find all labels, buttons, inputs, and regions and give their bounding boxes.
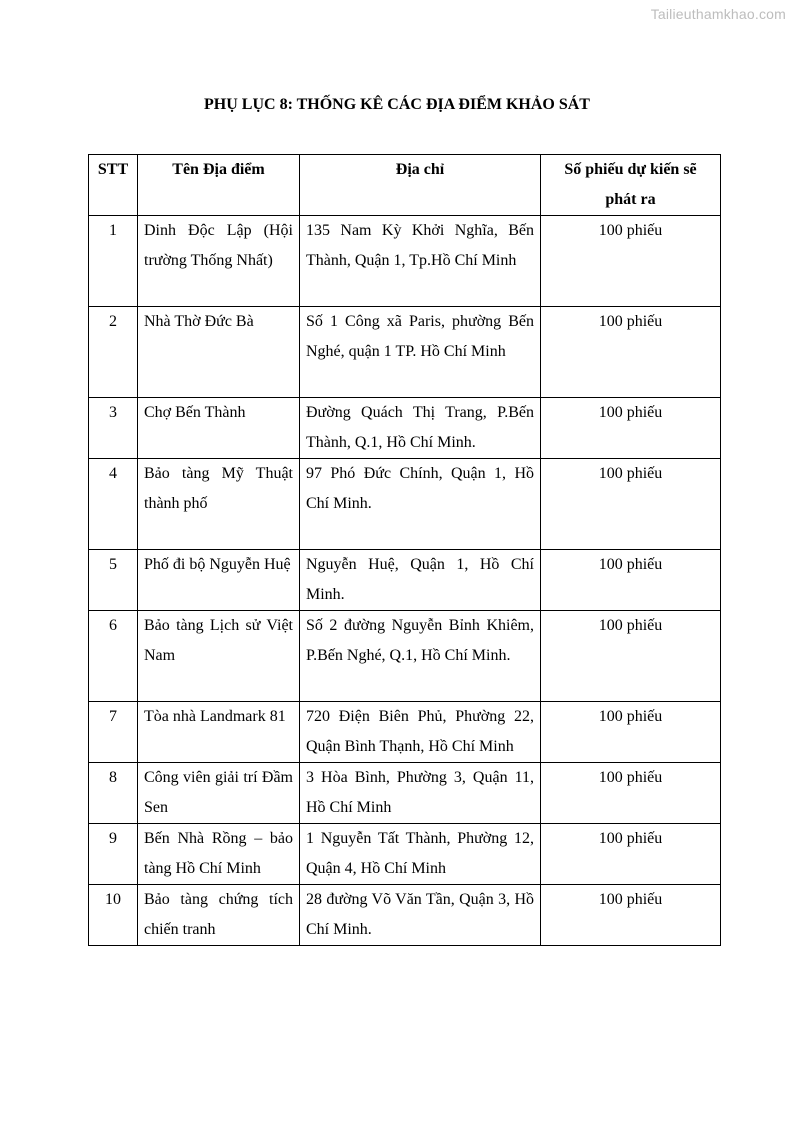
cell-location-name: Dinh Độc Lập (Hội trường Thống Nhất) — [138, 216, 300, 307]
cell-location-name: Tòa nhà Landmark 81 — [138, 702, 300, 763]
cell-address: 720 Điện Biên Phủ, Phường 22, Quận Bình Thạnh, Hồ Chí Minh — [300, 702, 541, 763]
cell-location-name: Chợ Bến Thành — [138, 398, 300, 459]
cell-stt: 5 — [89, 550, 138, 611]
header-address: Địa chỉ — [300, 155, 541, 216]
cell-stt: 1 — [89, 216, 138, 307]
cell-location-name: Bảo tàng Mỹ Thuật thành phố — [138, 459, 300, 550]
table-row — [89, 611, 721, 702]
table-row — [89, 763, 721, 824]
cell-address: 28 đường Võ Văn Tần, Quận 3, Hồ Chí Minh. — [300, 885, 541, 946]
page-title: PHỤ LỤC 8: THỐNG KÊ CÁC ĐỊA ĐIỂM KHẢO SÁT — [204, 96, 590, 113]
table-header-row — [89, 155, 721, 216]
cell-location-name: Công viên giải trí Đầm Sen — [138, 763, 300, 824]
cell-expected-forms: 100 phiếu — [541, 398, 721, 459]
cell-expected-forms: 100 phiếu — [541, 763, 721, 824]
cell-stt: 4 — [89, 459, 138, 550]
cell-location-name: Bảo tàng chứng tích chiến tranh — [138, 885, 300, 946]
cell-expected-forms: 100 phiếu — [541, 824, 721, 885]
cell-address: 1 Nguyễn Tất Thành, Phường 12, Quận 4, Hồ Chí Minh — [300, 824, 541, 885]
cell-address: 97 Phó Đức Chính, Quận 1, Hồ Chí Minh. — [300, 459, 541, 550]
cell-address: 135 Nam Kỳ Khởi Nghĩa, Bến Thành, Quận 1, Tp.Hồ Chí Minh — [300, 216, 541, 307]
table-row — [89, 885, 721, 946]
cell-stt: 9 — [89, 824, 138, 885]
table-row — [89, 398, 721, 459]
cell-address: Số 2 đường Nguyễn Bỉnh Khiêm, P.Bến Nghé, Q.1, Hồ Chí Minh. — [300, 611, 541, 702]
table-row — [89, 550, 721, 611]
cell-expected-forms: 100 phiếu — [541, 702, 721, 763]
header-location-name: Tên Địa điểm — [138, 155, 300, 216]
header-stt: STT — [89, 155, 138, 216]
cell-stt: 6 — [89, 611, 138, 702]
survey-locations-table — [88, 154, 721, 946]
cell-stt: 7 — [89, 702, 138, 763]
table-row — [89, 459, 721, 550]
table-row — [89, 824, 721, 885]
watermark: Tailieuthamkhao.com — [650, 6, 786, 22]
cell-stt: 10 — [89, 885, 138, 946]
cell-location-name: Phố đi bộ Nguyễn Huệ — [138, 550, 300, 611]
cell-address: Số 1 Công xã Paris, phường Bến Nghé, quận 1 TP. Hồ Chí Minh — [300, 307, 541, 398]
cell-address: Nguyễn Huệ, Quận 1, Hồ Chí Minh. — [300, 550, 541, 611]
cell-stt: 8 — [89, 763, 138, 824]
cell-stt: 2 — [89, 307, 138, 398]
table-row — [89, 307, 721, 398]
cell-expected-forms: 100 phiếu — [541, 885, 721, 946]
cell-address: Đường Quách Thị Trang, P.Bến Thành, Q.1, Hồ Chí Minh. — [300, 398, 541, 459]
cell-expected-forms: 100 phiếu — [541, 216, 721, 307]
cell-stt: 3 — [89, 398, 138, 459]
cell-expected-forms: 100 phiếu — [541, 307, 721, 398]
table-row — [89, 702, 721, 763]
cell-expected-forms: 100 phiếu — [541, 459, 721, 550]
cell-expected-forms: 100 phiếu — [541, 550, 721, 611]
cell-address: 3 Hòa Bình, Phường 3, Quận 11, Hồ Chí Minh — [300, 763, 541, 824]
cell-expected-forms: 100 phiếu — [541, 611, 721, 702]
cell-location-name: Bảo tàng Lịch sử Việt Nam — [138, 611, 300, 702]
cell-location-name: Bến Nhà Rồng – bảo tàng Hồ Chí Minh — [138, 824, 300, 885]
header-expected-forms: Số phiếu dự kiến sẽ phát ra — [541, 155, 721, 216]
cell-location-name: Nhà Thờ Đức Bà — [138, 307, 300, 398]
table-row — [89, 216, 721, 307]
